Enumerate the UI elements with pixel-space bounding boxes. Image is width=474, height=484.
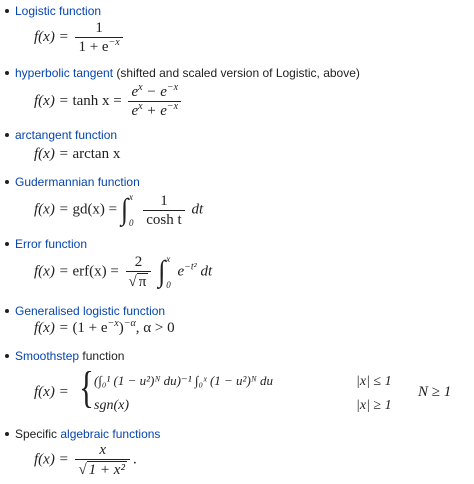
link-algebraic-functions[interactable]: algebraic functions [60, 427, 161, 441]
bullet [5, 242, 9, 246]
integral-sign: ∫ [120, 192, 129, 227]
formula-arctan: f(x) = arctan x [34, 146, 121, 162]
formula-smoothstep: f(x) = { (∫₀¹ (1 − u²)ᴺ du)⁻¹ ∫₀ˣ (1 − u²)ᴺ du sgn(x) |x| ≤ 1 |x| ≥ 1 N ≥ 1 [34, 363, 452, 413]
formula-erf: f(x) = erf(x) = $\frac{2}{√ \pi}$ ∫ x 0 $e^{-t^2}$ dt [34, 254, 213, 290]
bullet [5, 133, 9, 137]
link-error-function[interactable]: Error function [15, 237, 88, 251]
formula-algebraic: f(x) = $\frac{x}{\text{√ 1 + x²}}$ . [34, 442, 137, 478]
bullet [5, 9, 9, 13]
formula-tanh: f(x) = tanh x = $\frac{e^x - e^{-x}}{e^x + e^{-x}}$ [34, 84, 184, 119]
formula-gudermannian: f(x) = gd(x) = ∫ x 0 $\frac{1}{\text{cosh t}}$ dt [34, 192, 204, 228]
link-logistic-function[interactable]: Logistic function [15, 4, 102, 18]
link-smoothstep[interactable]: Smoothstep [15, 349, 80, 363]
item-heading [15, 128, 117, 142]
fraction: $\frac{2}{√ \pi}$ [126, 254, 152, 290]
item-heading: hyperbolic tangent (shifted and scaled version of Logistic, above) [15, 66, 360, 80]
link-generalised-logistic-function[interactable]: Generalised logistic function [15, 304, 166, 318]
bullet [5, 354, 9, 358]
link-hyperbolic-tangent[interactable]: hyperbolic tangent [15, 66, 114, 80]
fraction: $\frac{x}{\text{√ 1 + x²}}$ [75, 442, 130, 478]
item-heading [15, 175, 140, 189]
bullet [5, 432, 9, 436]
fraction: $\frac{1}{1 + e^{-x}}$ [75, 20, 122, 55]
item-heading [15, 304, 165, 318]
link-arctangent-function[interactable]: arctangent function [15, 128, 118, 142]
bullet [5, 180, 9, 184]
item-heading: Specific algebraic functions [15, 427, 161, 441]
item-heading [15, 237, 87, 251]
left-brace: { [79, 363, 94, 412]
item-heading: Smoothstep function [15, 349, 125, 363]
bullet [5, 71, 9, 75]
formula-generalised-logistic: $f(x) = (1 + e^{-x})^{-\alpha}$, α > 0 [34, 318, 175, 336]
integral-sign: ∫ [158, 254, 166, 289]
item-heading [15, 4, 101, 18]
link-gudermannian-function[interactable]: Gudermannian function [15, 175, 140, 189]
fraction: $\frac{e^x - e^{-x}}{e^x + e^{-x}}$ [128, 84, 181, 119]
formula-logistic: f(x) = $\frac{1}{1 + e^{-x}}$ [34, 20, 126, 55]
bullet [5, 309, 9, 313]
fraction: $\frac{1}{\text{cosh t}}$ [143, 193, 184, 228]
